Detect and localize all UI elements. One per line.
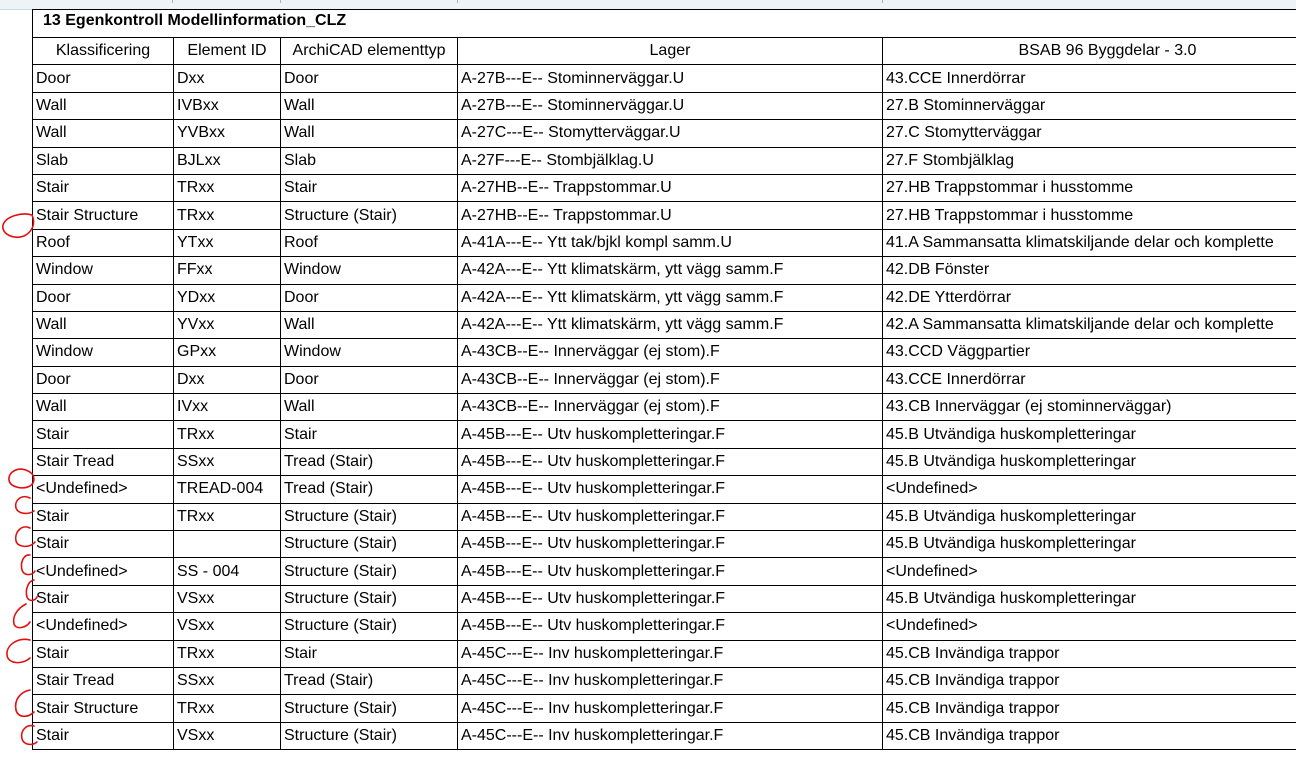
- lager-cell[interactable]: A-41A---E-- Ytt tak/bjkl kompl samm.U: [458, 229, 883, 256]
- column-header-klassificering[interactable]: Klassificering: [33, 38, 174, 65]
- klassificering-cell[interactable]: Wall: [33, 92, 174, 119]
- bsab-cell[interactable]: 43.CB Innerväggar (ej stominnerväggar): [883, 394, 1296, 421]
- elementtyp-cell[interactable]: Wall: [281, 120, 458, 147]
- element-id-cell[interactable]: IVBxx: [174, 92, 281, 119]
- elementtyp-cell[interactable]: Stair: [281, 174, 458, 201]
- lager-cell[interactable]: A-43CB--E-- Innerväggar (ej stom).F: [458, 339, 883, 366]
- table-row[interactable]: [33, 421, 1296, 448]
- klassificering-cell[interactable]: <Undefined>: [33, 476, 174, 503]
- element-id-cell[interactable]: Dxx: [174, 366, 281, 393]
- table-row[interactable]: [33, 174, 1296, 201]
- column-header-lager[interactable]: Lager: [458, 38, 883, 65]
- klassificering-cell[interactable]: Wall: [33, 394, 174, 421]
- klassificering-cell[interactable]: <Undefined>: [33, 613, 174, 640]
- element-id-cell[interactable]: Dxx: [174, 65, 281, 92]
- elementtyp-cell[interactable]: Structure (Stair): [281, 531, 458, 558]
- table-row[interactable]: [33, 257, 1296, 284]
- bsab-cell[interactable]: 45.CB Invändiga trappor: [883, 695, 1296, 722]
- element-id-cell[interactable]: TRxx: [174, 640, 281, 667]
- elementtyp-cell[interactable]: Structure (Stair): [281, 558, 458, 585]
- klassificering-cell[interactable]: Stair Structure: [33, 202, 174, 229]
- circle-mark: [14, 604, 30, 628]
- lager-cell[interactable]: A-27B---E-- Stominnerväggar.U: [458, 92, 883, 119]
- lager-cell[interactable]: A-45B---E-- Utv huskompletteringar.F: [458, 613, 883, 640]
- klassificering-cell[interactable]: Stair: [33, 503, 174, 530]
- bsab-cell[interactable]: 41.A Sammansatta klimatskiljande delar och komplette: [883, 229, 1296, 256]
- element-id-cell[interactable]: TRxx: [174, 202, 281, 229]
- klassificering-cell[interactable]: Door: [33, 65, 174, 92]
- schedule-table: [32, 37, 1296, 750]
- lager-cell[interactable]: A-45B---E-- Utv huskompletteringar.F: [458, 503, 883, 530]
- column-header-bsab[interactable]: BSAB 96 Byggdelar - 3.0: [883, 38, 1296, 65]
- table-row[interactable]: [33, 339, 1296, 366]
- bsab-cell[interactable]: 42.A Sammansatta klimatskiljande delar och komplette: [883, 311, 1296, 338]
- element-id-cell[interactable]: TRxx: [174, 695, 281, 722]
- elementtyp-cell[interactable]: Window: [281, 257, 458, 284]
- table-row[interactable]: [33, 722, 1296, 749]
- klassificering-cell[interactable]: Door: [33, 284, 174, 311]
- element-id-cell[interactable]: TRxx: [174, 503, 281, 530]
- lager-cell[interactable]: A-42A---E-- Ytt klimatskärm, ytt vägg samm.F: [458, 284, 883, 311]
- lager-cell[interactable]: A-27HB--E-- Trappstommar.U: [458, 174, 883, 201]
- table-row[interactable]: [33, 65, 1296, 92]
- elementtyp-cell[interactable]: Structure (Stair): [281, 695, 458, 722]
- elementtyp-cell[interactable]: Window: [281, 339, 458, 366]
- bsab-cell[interactable]: 43.CCE Innerdörrar: [883, 366, 1296, 393]
- klassificering-cell[interactable]: Roof: [33, 229, 174, 256]
- elementtyp-cell[interactable]: Tread (Stair): [281, 476, 458, 503]
- elementtyp-cell[interactable]: Roof: [281, 229, 458, 256]
- bsab-cell[interactable]: 42.DB Fönster: [883, 257, 1296, 284]
- bsab-cell[interactable]: 43.CCE Innerdörrar: [883, 65, 1296, 92]
- bsab-cell[interactable]: 45.CB Invändiga trappor: [883, 722, 1296, 749]
- table-row[interactable]: [33, 476, 1296, 503]
- elementtyp-cell[interactable]: Wall: [281, 92, 458, 119]
- bsab-cell[interactable]: 45.CB Invändiga trappor: [883, 667, 1296, 694]
- elementtyp-cell[interactable]: Door: [281, 366, 458, 393]
- column-tick: [172, 0, 173, 3]
- bsab-cell[interactable]: <Undefined>: [883, 476, 1296, 503]
- lager-cell[interactable]: A-45C---E-- Inv huskompletteringar.F: [458, 640, 883, 667]
- elementtyp-cell[interactable]: Door: [281, 284, 458, 311]
- klassificering-cell[interactable]: Slab: [33, 147, 174, 174]
- column-tick: [882, 0, 883, 3]
- table-row[interactable]: [33, 585, 1296, 612]
- lager-cell[interactable]: A-45B---E-- Utv huskompletteringar.F: [458, 531, 883, 558]
- klassificering-cell[interactable]: Wall: [33, 120, 174, 147]
- klassificering-cell[interactable]: Stair: [33, 421, 174, 448]
- klassificering-cell[interactable]: Stair: [33, 531, 174, 558]
- table-row[interactable]: [33, 531, 1296, 558]
- table-row[interactable]: [33, 147, 1296, 174]
- elementtyp-cell[interactable]: Structure (Stair): [281, 503, 458, 530]
- elementtyp-cell[interactable]: Structure (Stair): [281, 722, 458, 749]
- klassificering-cell[interactable]: Wall: [33, 311, 174, 338]
- bsab-cell[interactable]: 45.B Utvändiga huskompletteringar: [883, 448, 1296, 475]
- element-id-cell[interactable]: BJLxx: [174, 147, 281, 174]
- bsab-cell[interactable]: 27.F Stombjälklag: [883, 147, 1296, 174]
- lager-cell[interactable]: A-45B---E-- Utv huskompletteringar.F: [458, 421, 883, 448]
- klassificering-cell[interactable]: Stair Tread: [33, 667, 174, 694]
- element-id-cell[interactable]: TREAD-004: [174, 476, 281, 503]
- table-row[interactable]: [33, 667, 1296, 694]
- table-row[interactable]: [33, 311, 1296, 338]
- elementtyp-cell[interactable]: Stair: [281, 640, 458, 667]
- lager-cell[interactable]: A-43CB--E-- Innerväggar (ej stom).F: [458, 366, 883, 393]
- schedule-sheet: [32, 9, 1296, 750]
- bsab-cell[interactable]: 27.B Stominnerväggar: [883, 92, 1296, 119]
- table-row[interactable]: [33, 695, 1296, 722]
- elementtyp-cell[interactable]: Stair: [281, 421, 458, 448]
- element-id-cell[interactable]: YDxx: [174, 284, 281, 311]
- lager-cell[interactable]: A-43CB--E-- Innerväggar (ej stom).F: [458, 394, 883, 421]
- header-row: [33, 38, 1296, 65]
- element-id-cell[interactable]: FFxx: [174, 257, 281, 284]
- bsab-cell[interactable]: <Undefined>: [883, 613, 1296, 640]
- klassificering-cell[interactable]: <Undefined>: [33, 558, 174, 585]
- klassificering-cell[interactable]: Door: [33, 366, 174, 393]
- element-id-cell[interactable]: GPxx: [174, 339, 281, 366]
- lager-cell[interactable]: A-27HB--E-- Trappstommar.U: [458, 202, 883, 229]
- klassificering-cell[interactable]: Stair Tread: [33, 448, 174, 475]
- table-row[interactable]: [33, 613, 1296, 640]
- table-row[interactable]: [33, 92, 1296, 119]
- elementtyp-cell[interactable]: Wall: [281, 394, 458, 421]
- bsab-cell[interactable]: 45.B Utvändiga huskompletteringar: [883, 585, 1296, 612]
- elementtyp-cell[interactable]: Structure (Stair): [281, 613, 458, 640]
- bsab-cell[interactable]: 45.B Utvändiga huskompletteringar: [883, 531, 1296, 558]
- column-tick: [280, 0, 281, 3]
- elementtyp-cell[interactable]: Tread (Stair): [281, 667, 458, 694]
- circle-mark: [9, 469, 34, 488]
- table-row[interactable]: [33, 558, 1296, 585]
- lager-cell[interactable]: A-45B---E-- Utv huskompletteringar.F: [458, 585, 883, 612]
- table-row[interactable]: [33, 366, 1296, 393]
- lager-cell[interactable]: A-27F---E-- Stombjälklag.U: [458, 147, 883, 174]
- bsab-cell[interactable]: 42.DE Ytterdörrar: [883, 284, 1296, 311]
- lager-cell[interactable]: A-27C---E-- Stomytterväggar.U: [458, 120, 883, 147]
- lager-cell[interactable]: A-45C---E-- Inv huskompletteringar.F: [458, 667, 883, 694]
- element-id-cell[interactable]: VSxx: [174, 722, 281, 749]
- lager-cell[interactable]: A-42A---E-- Ytt klimatskärm, ytt vägg samm.F: [458, 257, 883, 284]
- table-row[interactable]: [33, 202, 1296, 229]
- table-row[interactable]: [33, 284, 1296, 311]
- element-id-cell[interactable]: VSxx: [174, 613, 281, 640]
- elementtyp-cell[interactable]: Structure (Stair): [281, 202, 458, 229]
- element-id-cell[interactable]: SSxx: [174, 667, 281, 694]
- element-id-cell[interactable]: TRxx: [174, 174, 281, 201]
- column-header-elementtyp[interactable]: ArchiCAD elementtyp: [281, 38, 458, 65]
- element-id-cell[interactable]: [174, 531, 281, 558]
- lager-cell[interactable]: A-42A---E-- Ytt klimatskärm, ytt vägg samm.F: [458, 311, 883, 338]
- klassificering-cell[interactable]: Stair: [33, 174, 174, 201]
- elementtyp-cell[interactable]: Structure (Stair): [281, 585, 458, 612]
- element-id-cell[interactable]: VSxx: [174, 585, 281, 612]
- elementtyp-cell[interactable]: Wall: [281, 311, 458, 338]
- column-header-element-id[interactable]: Element ID: [174, 38, 281, 65]
- column-tick: [457, 0, 458, 3]
- bsab-cell[interactable]: 45.B Utvändiga huskompletteringar: [883, 503, 1296, 530]
- element-id-cell[interactable]: YTxx: [174, 229, 281, 256]
- element-id-cell[interactable]: TRxx: [174, 421, 281, 448]
- element-id-cell[interactable]: YVxx: [174, 311, 281, 338]
- table-row[interactable]: [33, 448, 1296, 475]
- element-id-cell[interactable]: IVxx: [174, 394, 281, 421]
- schedule-title: 13 Egenkontroll Modellinformation_CLZ: [32, 9, 1296, 37]
- klassificering-cell[interactable]: Stair: [33, 722, 174, 749]
- table-row[interactable]: [33, 640, 1296, 667]
- bsab-cell[interactable]: 45.CB Invändiga trappor: [883, 640, 1296, 667]
- table-row[interactable]: [33, 120, 1296, 147]
- circle-mark: [7, 639, 30, 662]
- bsab-cell[interactable]: 27.HB Trappstommar i husstomme: [883, 202, 1296, 229]
- elementtyp-cell[interactable]: Slab: [281, 147, 458, 174]
- element-id-cell[interactable]: YVBxx: [174, 120, 281, 147]
- klassificering-cell[interactable]: Window: [33, 339, 174, 366]
- klassificering-cell[interactable]: Window: [33, 257, 174, 284]
- klassificering-cell[interactable]: Stair Structure: [33, 695, 174, 722]
- table-row[interactable]: [33, 503, 1296, 530]
- klassificering-cell[interactable]: Stair: [33, 585, 174, 612]
- table-row[interactable]: [33, 229, 1296, 256]
- bsab-cell[interactable]: 43.CCD Väggpartier: [883, 339, 1296, 366]
- lager-cell[interactable]: A-45B---E-- Utv huskompletteringar.F: [458, 558, 883, 585]
- circle-mark: [3, 214, 34, 237]
- lager-cell[interactable]: A-45C---E-- Inv huskompletteringar.F: [458, 695, 883, 722]
- element-id-cell[interactable]: SS - 004: [174, 558, 281, 585]
- element-id-cell[interactable]: SSxx: [174, 448, 281, 475]
- lager-cell[interactable]: A-27B---E-- Stominnerväggar.U: [458, 65, 883, 92]
- bsab-cell[interactable]: <Undefined>: [883, 558, 1296, 585]
- bsab-cell[interactable]: 27.C Stomytterväggar: [883, 120, 1296, 147]
- table-row[interactable]: [33, 394, 1296, 421]
- bsab-cell[interactable]: 45.B Utvändiga huskompletteringar: [883, 421, 1296, 448]
- bsab-cell[interactable]: 27.HB Trappstommar i husstomme: [883, 174, 1296, 201]
- lager-cell[interactable]: A-45C---E-- Inv huskompletteringar.F: [458, 722, 883, 749]
- lager-cell[interactable]: A-45B---E-- Utv huskompletteringar.F: [458, 448, 883, 475]
- elementtyp-cell[interactable]: Door: [281, 65, 458, 92]
- klassificering-cell[interactable]: Stair: [33, 640, 174, 667]
- elementtyp-cell[interactable]: Tread (Stair): [281, 448, 458, 475]
- lager-cell[interactable]: A-45B---E-- Utv huskompletteringar.F: [458, 476, 883, 503]
